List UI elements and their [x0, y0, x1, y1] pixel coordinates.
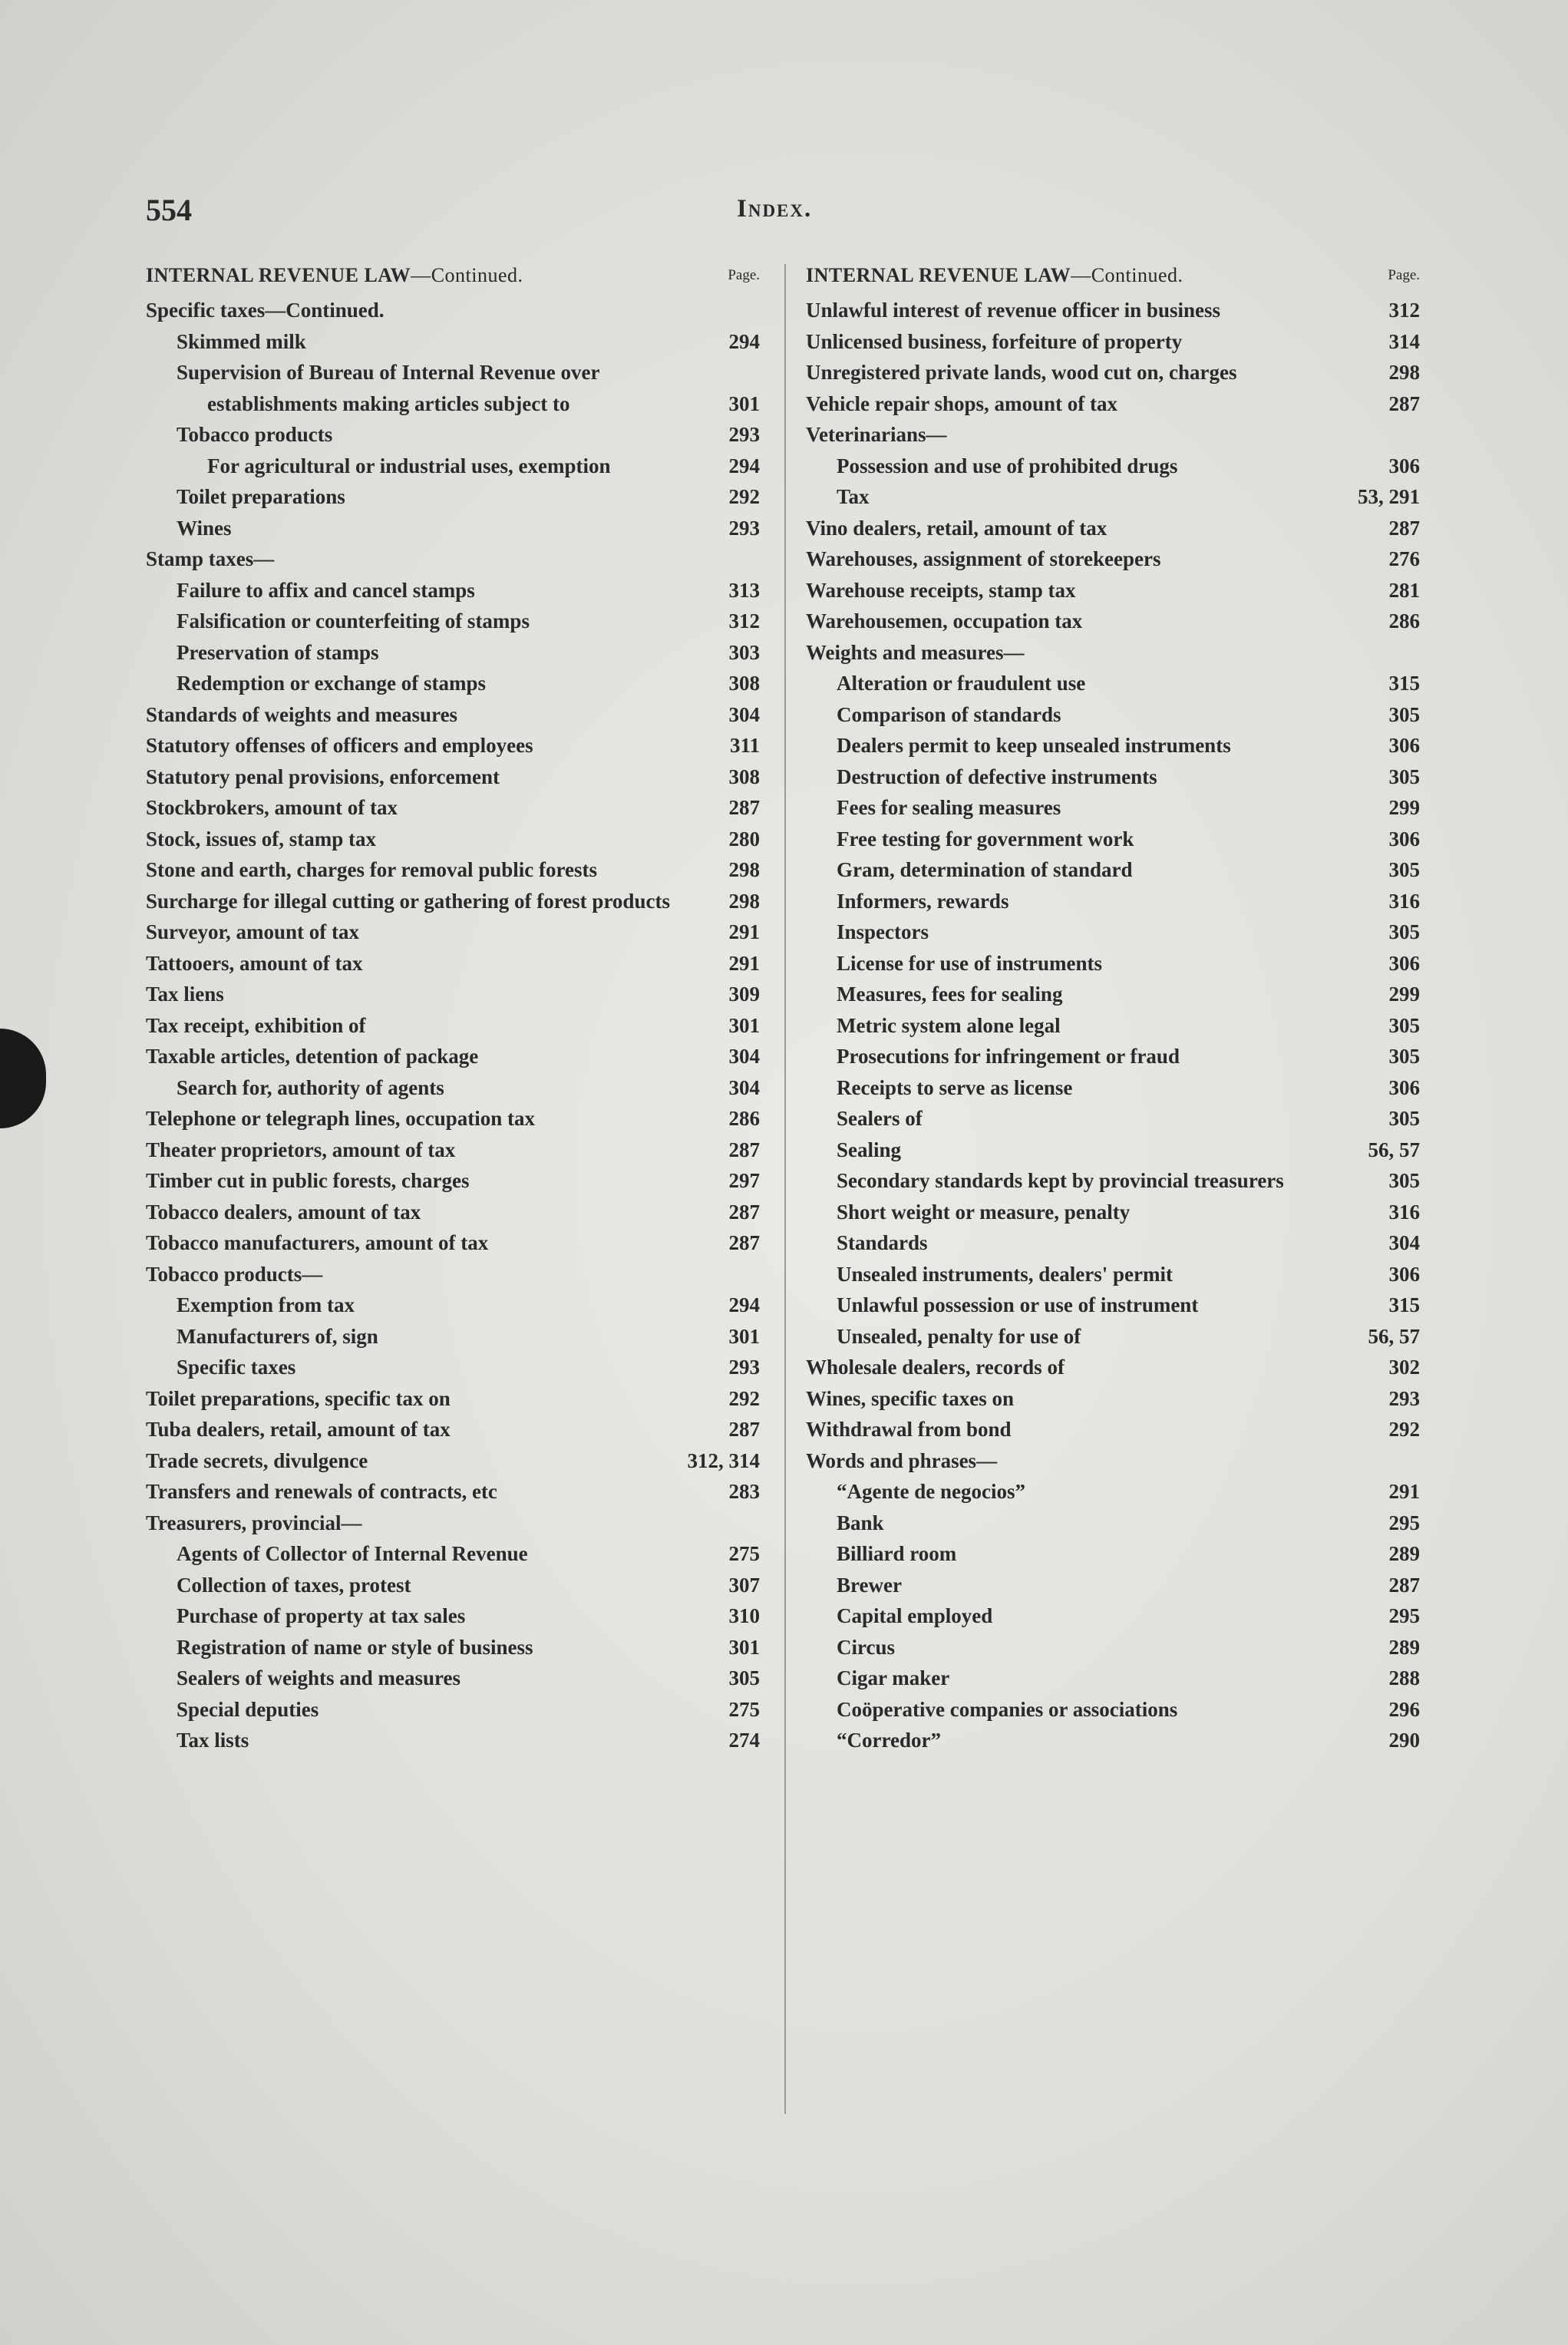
index-entry-text: Tuba dealers, retail, amount of tax	[146, 1418, 451, 1441]
index-entry-page: 287	[728, 1138, 760, 1161]
index-entry-page: 291	[1388, 1480, 1420, 1503]
index-entry-page: 304	[728, 1075, 760, 1099]
index-entry	[146, 1445, 760, 1477]
index-entry-text: Statutory offenses of officers and employees	[146, 734, 533, 757]
index-entry-text: Veterinarians—	[806, 423, 947, 446]
index-entry-text: Statutory penal provisions, enforcement	[146, 765, 500, 788]
index-entry-text: Comparison of standards	[837, 702, 1061, 726]
index-entry-text: Alteration or fraudulent use	[837, 672, 1086, 695]
column-divider	[784, 264, 786, 2114]
index-entry	[146, 1476, 760, 1508]
index-entry-text: Special deputies	[177, 1697, 319, 1721]
index-entry	[146, 326, 760, 358]
index-entry-page: 314	[1388, 329, 1420, 353]
index-entry	[146, 1352, 760, 1383]
index-entry-text: Circus	[837, 1635, 896, 1659]
index-entry	[806, 1383, 1420, 1415]
index-entry-page: 305	[1388, 1013, 1420, 1037]
index-entry-text: Warehouses, assignment of storekeepers	[806, 547, 1161, 570]
index-entry-text: Registration of name or style of business	[177, 1635, 533, 1659]
index-entry	[806, 1476, 1420, 1508]
index-entry-text: Tattooers, amount of tax	[146, 951, 363, 975]
index-entry	[806, 1135, 1420, 1166]
index-entry-page: 288	[1388, 1666, 1420, 1689]
index-entry-text: Tobacco manufacturers, amount of tax	[146, 1231, 489, 1254]
index-entry-text: Inspectors	[837, 920, 929, 943]
index-entry-text: Search for, authority of agents	[177, 1075, 444, 1099]
index-entry-page: 287	[1388, 391, 1420, 415]
index-entry-page: 296	[1388, 1697, 1420, 1721]
index-entry	[146, 637, 760, 669]
page-number: 554	[146, 193, 192, 227]
index-entry-text: Stockbrokers, amount of tax	[146, 796, 398, 819]
index-entry-text: Agents of Collector of Internal Revenue	[177, 1542, 528, 1565]
index-entry-page: 308	[728, 765, 760, 788]
index-entry	[806, 1694, 1420, 1726]
index-entry-page: 310	[728, 1604, 760, 1627]
index-entry	[146, 1694, 760, 1726]
index-entry	[806, 1508, 1420, 1539]
index-entry	[146, 1632, 760, 1663]
index-entry	[146, 606, 760, 637]
index-entry-page: 304	[1388, 1231, 1420, 1254]
index-entry-text: Failure to affix and cancel stamps	[177, 578, 475, 602]
index-entry-page: 312, 314	[687, 1448, 760, 1472]
index-entry-text: Tax liens	[146, 983, 224, 1006]
right-entry-list	[806, 295, 1420, 1756]
index-entry	[146, 854, 760, 886]
index-entry-text: Unlicensed business, forfeiture of property	[806, 329, 1183, 353]
index-entry	[146, 1165, 760, 1197]
index-entry-page: 283	[728, 1480, 760, 1503]
index-entry-text: Stamp taxes—	[146, 547, 275, 570]
index-entry	[146, 979, 760, 1010]
index-entry-text: Wines	[177, 516, 232, 540]
index-entry-page: 303	[728, 640, 760, 664]
index-entry	[146, 1135, 760, 1166]
index-entry	[806, 513, 1420, 544]
index-entry	[146, 1259, 760, 1290]
index-entry	[146, 948, 760, 979]
index-entry-text: Short weight or measure, penalty	[837, 1200, 1131, 1224]
index-entry	[146, 1663, 760, 1694]
index-entry-text: Wines, specific taxes on	[806, 1386, 1014, 1410]
index-entry-page: 294	[728, 454, 760, 477]
index-entry	[146, 1197, 760, 1228]
index-entry	[146, 1538, 760, 1570]
index-entry-text: Purchase of property at tax sales	[177, 1604, 466, 1627]
right-column	[806, 264, 1420, 1756]
index-entry-text: Free testing for government work	[837, 827, 1134, 850]
index-entry-text: Unsealed instruments, dealers' permit	[837, 1262, 1173, 1286]
index-entry-page: 301	[728, 1013, 760, 1037]
index-entry-text: Measures, fees for sealing	[837, 983, 1063, 1006]
index-entry-page: 301	[728, 391, 760, 415]
index-entry	[806, 1600, 1420, 1632]
index-entry	[146, 1600, 760, 1632]
index-entry-text: Fees for sealing measures	[837, 796, 1061, 819]
index-entry	[146, 917, 760, 948]
index-entry-page: 308	[728, 672, 760, 695]
index-entry	[806, 668, 1420, 699]
index-entry-text: Cigar maker	[837, 1666, 950, 1689]
index-entry	[806, 326, 1420, 358]
index-entry	[806, 792, 1420, 824]
index-entry	[146, 1010, 760, 1042]
binding-shadow	[0, 1029, 46, 1128]
index-entry-text: Secondary standards kept by provincial treasurers	[837, 1169, 1284, 1192]
page-header	[146, 192, 1435, 238]
index-entry-text: Bank	[837, 1511, 884, 1534]
index-entry-page: 304	[728, 1045, 760, 1068]
index-entry-page: 56, 57	[1368, 1324, 1420, 1348]
index-entry-page: 305	[1388, 920, 1420, 943]
index-entry-page: 311	[729, 734, 760, 757]
left-entry-list	[146, 295, 760, 1756]
index-entry	[806, 637, 1420, 669]
index-entry-page: 291	[728, 920, 760, 943]
index-entry-page: 298	[728, 858, 760, 881]
index-entry-text: Supervision of Bureau of Internal Revenue over establishments making articles subject to	[177, 361, 600, 415]
index-entry-page: 287	[1388, 1573, 1420, 1597]
index-entry-text: Coöperative companies or associations	[837, 1697, 1178, 1721]
index-entry-page: 306	[1388, 1075, 1420, 1099]
index-entry-text: Exemption from tax	[177, 1293, 355, 1316]
index-entry-text: Receipts to serve as license	[837, 1075, 1073, 1099]
index-entry-text: Wholesale dealers, records of	[806, 1356, 1065, 1379]
index-entry-page: 305	[728, 1666, 760, 1689]
index-entry	[806, 575, 1420, 606]
index-entry-text: Specific taxes	[177, 1356, 296, 1379]
index-entry-text: Unlawful interest of revenue officer in business	[806, 299, 1220, 322]
right-heading-title	[806, 264, 1183, 287]
right-column-heading	[806, 264, 1420, 295]
index-entry	[146, 1290, 760, 1321]
index-entry-page: 301	[728, 1324, 760, 1348]
index-entry	[806, 388, 1420, 420]
index-entry	[806, 886, 1420, 917]
index-entry-page: 306	[1388, 454, 1420, 477]
index-entry	[146, 1383, 760, 1415]
left-continued-text: —Continued.	[411, 264, 523, 286]
index-entry-page: 56, 57	[1368, 1138, 1420, 1161]
index-entry-page: 292	[1388, 1418, 1420, 1441]
index-entry-page: 289	[1388, 1635, 1420, 1659]
index-entry-text: Treasurers, provincial—	[146, 1511, 362, 1534]
index-entry-page: 286	[728, 1107, 760, 1130]
index-entry-text: Destruction of defective instruments	[837, 765, 1157, 788]
left-page-label: Page.	[728, 267, 760, 283]
left-column-heading	[146, 264, 760, 295]
index-entry	[146, 419, 760, 451]
index-entry-page: 287	[1388, 516, 1420, 540]
index-entry-text: Theater proprietors, amount of tax	[146, 1138, 456, 1161]
index-entry-text: Dealers permit to keep unsealed instruments	[837, 734, 1231, 757]
index-entry	[806, 295, 1420, 326]
index-entry-page: 298	[1388, 361, 1420, 384]
index-entry-text: “Agente de negocios”	[837, 1480, 1025, 1503]
index-entry-text: Withdrawal from bond	[806, 1418, 1012, 1441]
index-entry	[146, 1103, 760, 1135]
index-entry-page: 306	[1388, 951, 1420, 975]
index-entry-text: Surveyor, amount of tax	[146, 920, 360, 943]
index-entry	[806, 1632, 1420, 1663]
index-entry-text: Standards	[837, 1231, 928, 1254]
index-entry-page: 292	[728, 485, 760, 508]
index-entry	[806, 1414, 1420, 1445]
index-entry	[146, 1041, 760, 1072]
index-entry	[146, 543, 760, 575]
index-entry	[146, 1321, 760, 1353]
index-entry-page: 309	[728, 983, 760, 1006]
index-entry-text: Timber cut in public forests, charges	[146, 1169, 470, 1192]
index-entry-page: 287	[728, 1418, 760, 1441]
index-entry	[146, 1725, 760, 1756]
index-entry	[806, 761, 1420, 793]
index-entry-page: 307	[728, 1573, 760, 1597]
index-entry-page: 312	[728, 609, 760, 632]
index-entry-text: “Corredor”	[837, 1729, 941, 1752]
index-entry	[806, 1445, 1420, 1477]
index-entry	[806, 1197, 1420, 1228]
index-entry-text: Unlawful possession or use of instrument	[837, 1293, 1199, 1316]
index-entry	[146, 1570, 760, 1601]
index-entry-text: Collection of taxes, protest	[177, 1573, 411, 1597]
index-entry-text: Redemption or exchange of stamps	[177, 672, 486, 695]
index-entry-page: 313	[728, 578, 760, 602]
index-entry	[146, 824, 760, 855]
index-entry-page: 275	[728, 1542, 760, 1565]
index-entry	[806, 419, 1420, 451]
index-entry-page: 315	[1388, 672, 1420, 695]
index-entry	[146, 1072, 760, 1104]
index-entry-text: Billiard room	[837, 1542, 957, 1565]
index-entry-text: Standards of weights and measures	[146, 702, 458, 726]
index-entry-page: 286	[1388, 609, 1420, 632]
index-entry-text: Warehousemen, occupation tax	[806, 609, 1083, 632]
index-entry-page: 287	[728, 1231, 760, 1254]
index-entry-text: Tobacco dealers, amount of tax	[146, 1200, 421, 1224]
index-entry-text: Trade secrets, divulgence	[146, 1448, 368, 1472]
index-entry	[146, 761, 760, 793]
left-column	[146, 264, 760, 1756]
index-entry-page: 298	[728, 889, 760, 913]
index-entry	[146, 792, 760, 824]
index-entry-text: Prosecutions for infringement or fraud	[837, 1045, 1180, 1068]
index-entry	[146, 1227, 760, 1259]
index-entry	[146, 730, 760, 761]
index-entry	[806, 1321, 1420, 1353]
index-entry	[806, 1570, 1420, 1601]
index-entry	[806, 451, 1420, 482]
index-entry-text: Telephone or telegraph lines, occupation tax	[146, 1107, 536, 1130]
index-entry-text: Vino dealers, retail, amount of tax	[806, 516, 1108, 540]
running-title: Index.	[737, 195, 813, 223]
index-entry-page: 280	[728, 827, 760, 850]
index-entry-text: Falsification or counterfeiting of stamps	[177, 609, 530, 632]
index-entry-text: Surcharge for illegal cutting or gathering of forest products	[146, 889, 670, 913]
index-entry-text: Sealers of weights and measures	[177, 1666, 460, 1689]
index-entry-text: Tax lists	[177, 1729, 249, 1752]
index-entry	[806, 1259, 1420, 1290]
index-entry-text: Transfers and renewals of contracts, etc	[146, 1480, 497, 1503]
index-entry-text: Weights and measures—	[806, 640, 1025, 664]
index-entry-text: Gram, determination of standard	[837, 858, 1133, 881]
index-entry-page: 304	[728, 702, 760, 726]
index-entry	[806, 1010, 1420, 1042]
index-entry-page: 53, 291	[1358, 485, 1420, 508]
index-entry-text: Toilet preparations, specific tax on	[146, 1386, 451, 1410]
index-entry	[806, 917, 1420, 948]
index-entry	[146, 886, 760, 917]
index-entry	[806, 543, 1420, 575]
index-entry	[806, 1352, 1420, 1383]
index-entry-page: 274	[728, 1729, 760, 1752]
index-entry-page: 290	[1388, 1729, 1420, 1752]
index-entry-text: Specific taxes—Continued.	[146, 299, 385, 322]
index-entry-page: 295	[1388, 1604, 1420, 1627]
index-entry	[806, 1072, 1420, 1104]
index-entry-text: For agricultural or industrial uses, exemption	[207, 454, 611, 477]
index-entry	[806, 1663, 1420, 1694]
index-entry-page: 293	[728, 516, 760, 540]
index-entry	[806, 824, 1420, 855]
index-entry	[146, 357, 760, 419]
index-entry	[146, 668, 760, 699]
index-entry-text: License for use of instruments	[837, 951, 1102, 975]
index-entry-page: 295	[1388, 1511, 1420, 1534]
index-entry-page: 305	[1388, 1107, 1420, 1130]
index-entry-text: Skimmed milk	[177, 329, 306, 353]
index-entry-text: Vehicle repair shops, amount of tax	[806, 391, 1118, 415]
index-entry-text: Unsealed, penalty for use of	[837, 1324, 1081, 1348]
index-entry-text: Brewer	[837, 1573, 902, 1597]
index-entry-page: 287	[728, 1200, 760, 1224]
index-entry-page: 276	[1388, 547, 1420, 570]
index-entry-page: 289	[1388, 1542, 1420, 1565]
index-entry-page: 281	[1388, 578, 1420, 602]
right-page-label: Page.	[1388, 267, 1420, 283]
index-entry	[806, 1725, 1420, 1756]
index-entry	[806, 481, 1420, 513]
index-entry-page: 312	[1388, 299, 1420, 322]
index-entry-page: 315	[1388, 1293, 1420, 1316]
index-entry	[146, 513, 760, 544]
index-entry-page: 305	[1388, 765, 1420, 788]
index-entry	[806, 1103, 1420, 1135]
index-entry-text: Informers, rewards	[837, 889, 1009, 913]
index-entry-text: Stone and earth, charges for removal public forests	[146, 858, 597, 881]
index-entry-page: 306	[1388, 734, 1420, 757]
index-entry-text: Tobacco products	[177, 423, 333, 446]
index-entry	[806, 730, 1420, 761]
index-entry	[146, 481, 760, 513]
index-entry-text: Words and phrases—	[806, 1448, 998, 1472]
index-entry	[806, 1227, 1420, 1259]
index-entry-page: 316	[1388, 889, 1420, 913]
index-entry-page: 291	[728, 951, 760, 975]
index-entry	[146, 451, 760, 482]
index-entry-page: 294	[728, 1293, 760, 1316]
index-entry	[806, 357, 1420, 388]
index-entry-text: Toilet preparations	[177, 485, 345, 508]
index-entry	[146, 699, 760, 731]
index-entry	[806, 854, 1420, 886]
right-continued-text: —Continued.	[1071, 264, 1183, 286]
index-entry-text: Tax	[837, 485, 870, 508]
index-entry-text: Stock, issues of, stamp tax	[146, 827, 377, 850]
index-entry	[806, 1290, 1420, 1321]
index-entry-text: Unregistered private lands, wood cut on, charges	[806, 361, 1237, 384]
index-entry-page: 287	[728, 796, 760, 819]
index-entry-page: 305	[1388, 702, 1420, 726]
index-entry	[806, 606, 1420, 637]
index-entry-page: 293	[728, 1356, 760, 1379]
index-entry-text: Tax receipt, exhibition of	[146, 1013, 366, 1037]
index-entry-page: 293	[1388, 1386, 1420, 1410]
index-entry-text: Tobacco products—	[146, 1262, 323, 1286]
left-heading-title	[146, 264, 523, 287]
index-entry-page: 305	[1388, 1169, 1420, 1192]
index-entry-page: 299	[1388, 983, 1420, 1006]
right-title-text: INTERNAL REVENUE LAW	[806, 264, 1071, 286]
index-entry-page: 305	[1388, 858, 1420, 881]
left-title-text: INTERNAL REVENUE LAW	[146, 264, 411, 286]
index-entry-page: 306	[1388, 827, 1420, 850]
index-entry	[146, 295, 760, 326]
index-entry	[146, 575, 760, 606]
index-entry-text: Sealers of	[837, 1107, 923, 1130]
index-entry-page: 275	[728, 1697, 760, 1721]
index-entry-page: 293	[728, 423, 760, 446]
index-entry-text: Manufacturers of, sign	[177, 1324, 378, 1348]
index-entry-page: 306	[1388, 1262, 1420, 1286]
index-entry-page: 301	[728, 1635, 760, 1659]
index-entry-page: 292	[728, 1386, 760, 1410]
index-entry	[806, 1041, 1420, 1072]
index-entry-text: Sealing	[837, 1138, 902, 1161]
index-entry	[806, 699, 1420, 731]
index-entry-text: Warehouse receipts, stamp tax	[806, 578, 1076, 602]
index-entry	[806, 948, 1420, 979]
index-entry-text: Possession and use of prohibited drugs	[837, 454, 1178, 477]
index-entry-page: 316	[1388, 1200, 1420, 1224]
index-entry-text: Metric system alone legal	[837, 1013, 1061, 1037]
index-entry	[806, 979, 1420, 1010]
index-entry	[806, 1165, 1420, 1197]
index-entry	[806, 1538, 1420, 1570]
index-entry-page: 302	[1388, 1356, 1420, 1379]
index-entry-text: Capital employed	[837, 1604, 993, 1627]
index-entry-page: 294	[728, 329, 760, 353]
index-entry-text: Preservation of stamps	[177, 640, 379, 664]
index-entry	[146, 1508, 760, 1539]
index-entry	[146, 1414, 760, 1445]
index-entry-page: 297	[728, 1169, 760, 1192]
index-entry-text: Taxable articles, detention of package	[146, 1045, 479, 1068]
index-entry-page: 299	[1388, 796, 1420, 819]
index-entry-page: 305	[1388, 1045, 1420, 1068]
